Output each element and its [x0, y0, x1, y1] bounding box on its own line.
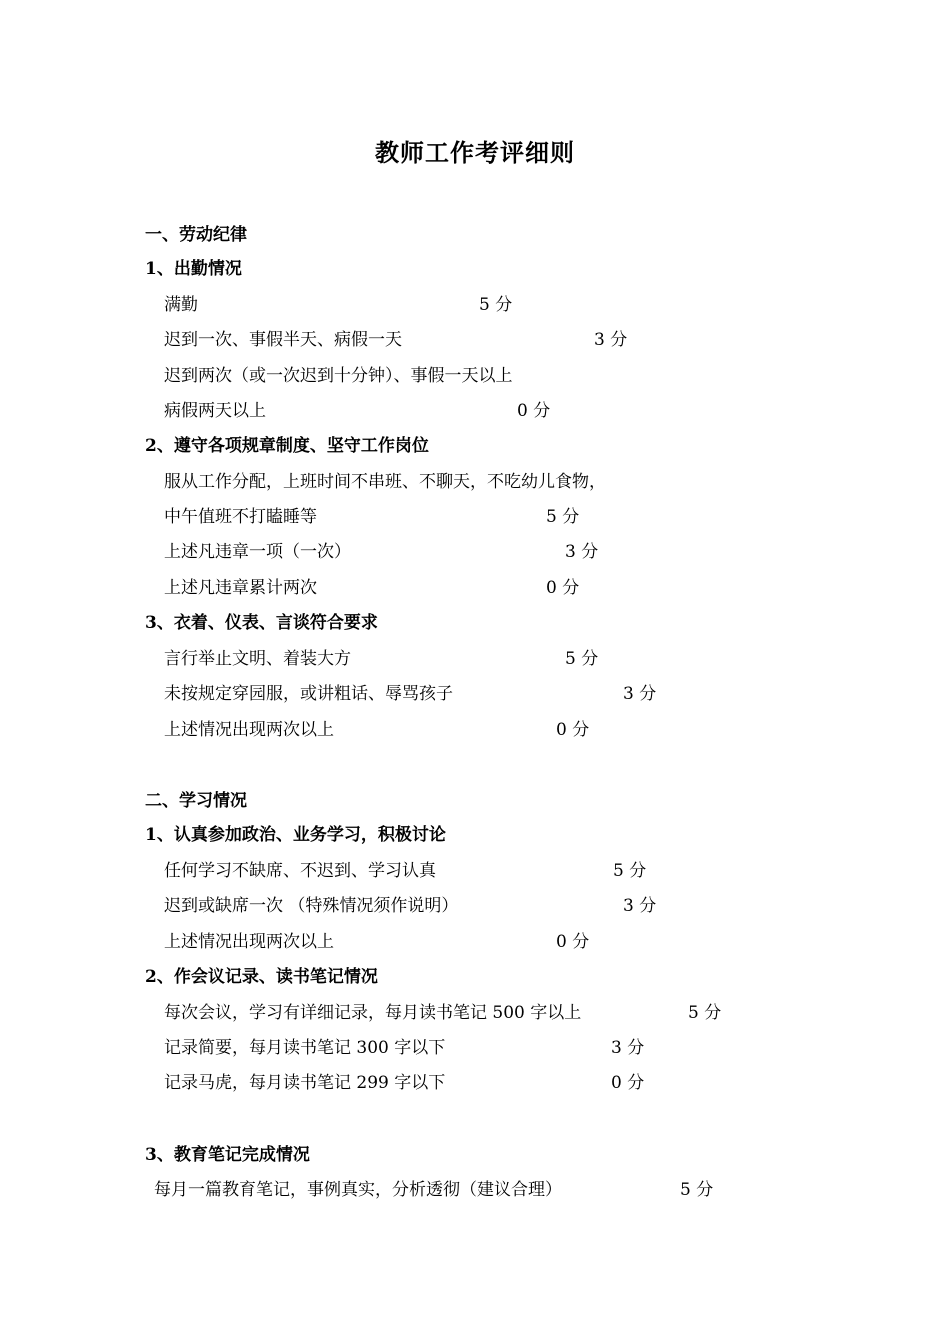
criterion-text: 上述情况出现两次以上 — [164, 932, 334, 952]
criterion-score: 0 分 — [546, 578, 580, 598]
criterion-score: 0 分 — [611, 1073, 645, 1093]
criterion-text: 迟到或缺席一次 （特殊情况须作说明） — [164, 896, 459, 916]
subsection-heading: 1、出勤情况 — [145, 259, 242, 279]
criterion-text: 记录简要，每月读书笔记 300 字以下 — [164, 1038, 446, 1058]
subsection-heading: 2、遵守各项规章制度、坚守工作岗位 — [145, 436, 429, 456]
criterion-text: 上述情况出现两次以上 — [164, 720, 334, 740]
criterion-score: 5 分 — [479, 295, 513, 315]
criterion-score: 3 分 — [594, 330, 628, 350]
criterion-text: 中午值班不打瞌睡等 — [164, 507, 317, 527]
criterion-score: 5 分 — [613, 861, 647, 881]
criterion-score: 0 分 — [556, 720, 590, 740]
criterion-text: 病假两天以上 — [164, 401, 266, 421]
subsection-heading: 3、教育笔记完成情况 — [145, 1145, 310, 1165]
criterion-score: 0 分 — [556, 932, 590, 952]
criterion-score: 3 分 — [623, 896, 657, 916]
criterion-text: 未按规定穿园服，或讲粗话、辱骂孩子 — [164, 684, 453, 704]
criterion-text: 服从工作分配，上班时间不串班、不聊天，不吃幼儿食物， — [164, 472, 606, 492]
criterion-score: 0 分 — [517, 401, 551, 421]
criterion-text: 每次会议，学习有详细记录，每月读书笔记 500 字以上 — [164, 1003, 582, 1023]
criterion-score: 5 分 — [688, 1003, 722, 1023]
criterion-text: 上述凡违章累计两次 — [164, 578, 317, 598]
criterion-score: 3 分 — [565, 542, 599, 562]
criterion-score: 3 分 — [611, 1038, 645, 1058]
criterion-score: 5 分 — [565, 649, 599, 669]
criterion-score: 3 分 — [623, 684, 657, 704]
section-heading: 一、劳动纪律 — [145, 225, 247, 245]
criterion-score: 5 分 — [680, 1180, 714, 1200]
criterion-text: 迟到两次（或一次迟到十分钟）、事假一天以上 — [164, 366, 513, 386]
criterion-text: 满勤 — [164, 295, 198, 315]
subsection-heading: 2、作会议记录、读书笔记情况 — [145, 967, 378, 987]
criterion-text: 言行举止文明、着装大方 — [164, 649, 351, 669]
criterion-score: 5 分 — [546, 507, 580, 527]
document-title: 教师工作考评细则 — [375, 138, 575, 167]
criterion-text: 每月一篇教育笔记，事例真实，分析透彻（建议合理） — [154, 1180, 562, 1200]
subsection-heading: 1、认真参加政治、业务学习，积极讨论 — [145, 825, 446, 845]
criterion-text: 任何学习不缺席、不迟到、学习认真 — [164, 861, 436, 881]
criterion-text: 上述凡违章一项（一次） — [164, 542, 351, 562]
section-heading: 二、学习情况 — [145, 791, 247, 811]
subsection-heading: 3、衣着、仪表、言谈符合要求 — [145, 613, 378, 633]
criterion-text: 记录马虎，每月读书笔记 299 字以下 — [164, 1073, 446, 1093]
criterion-text: 迟到一次、事假半天、病假一天 — [164, 330, 402, 350]
